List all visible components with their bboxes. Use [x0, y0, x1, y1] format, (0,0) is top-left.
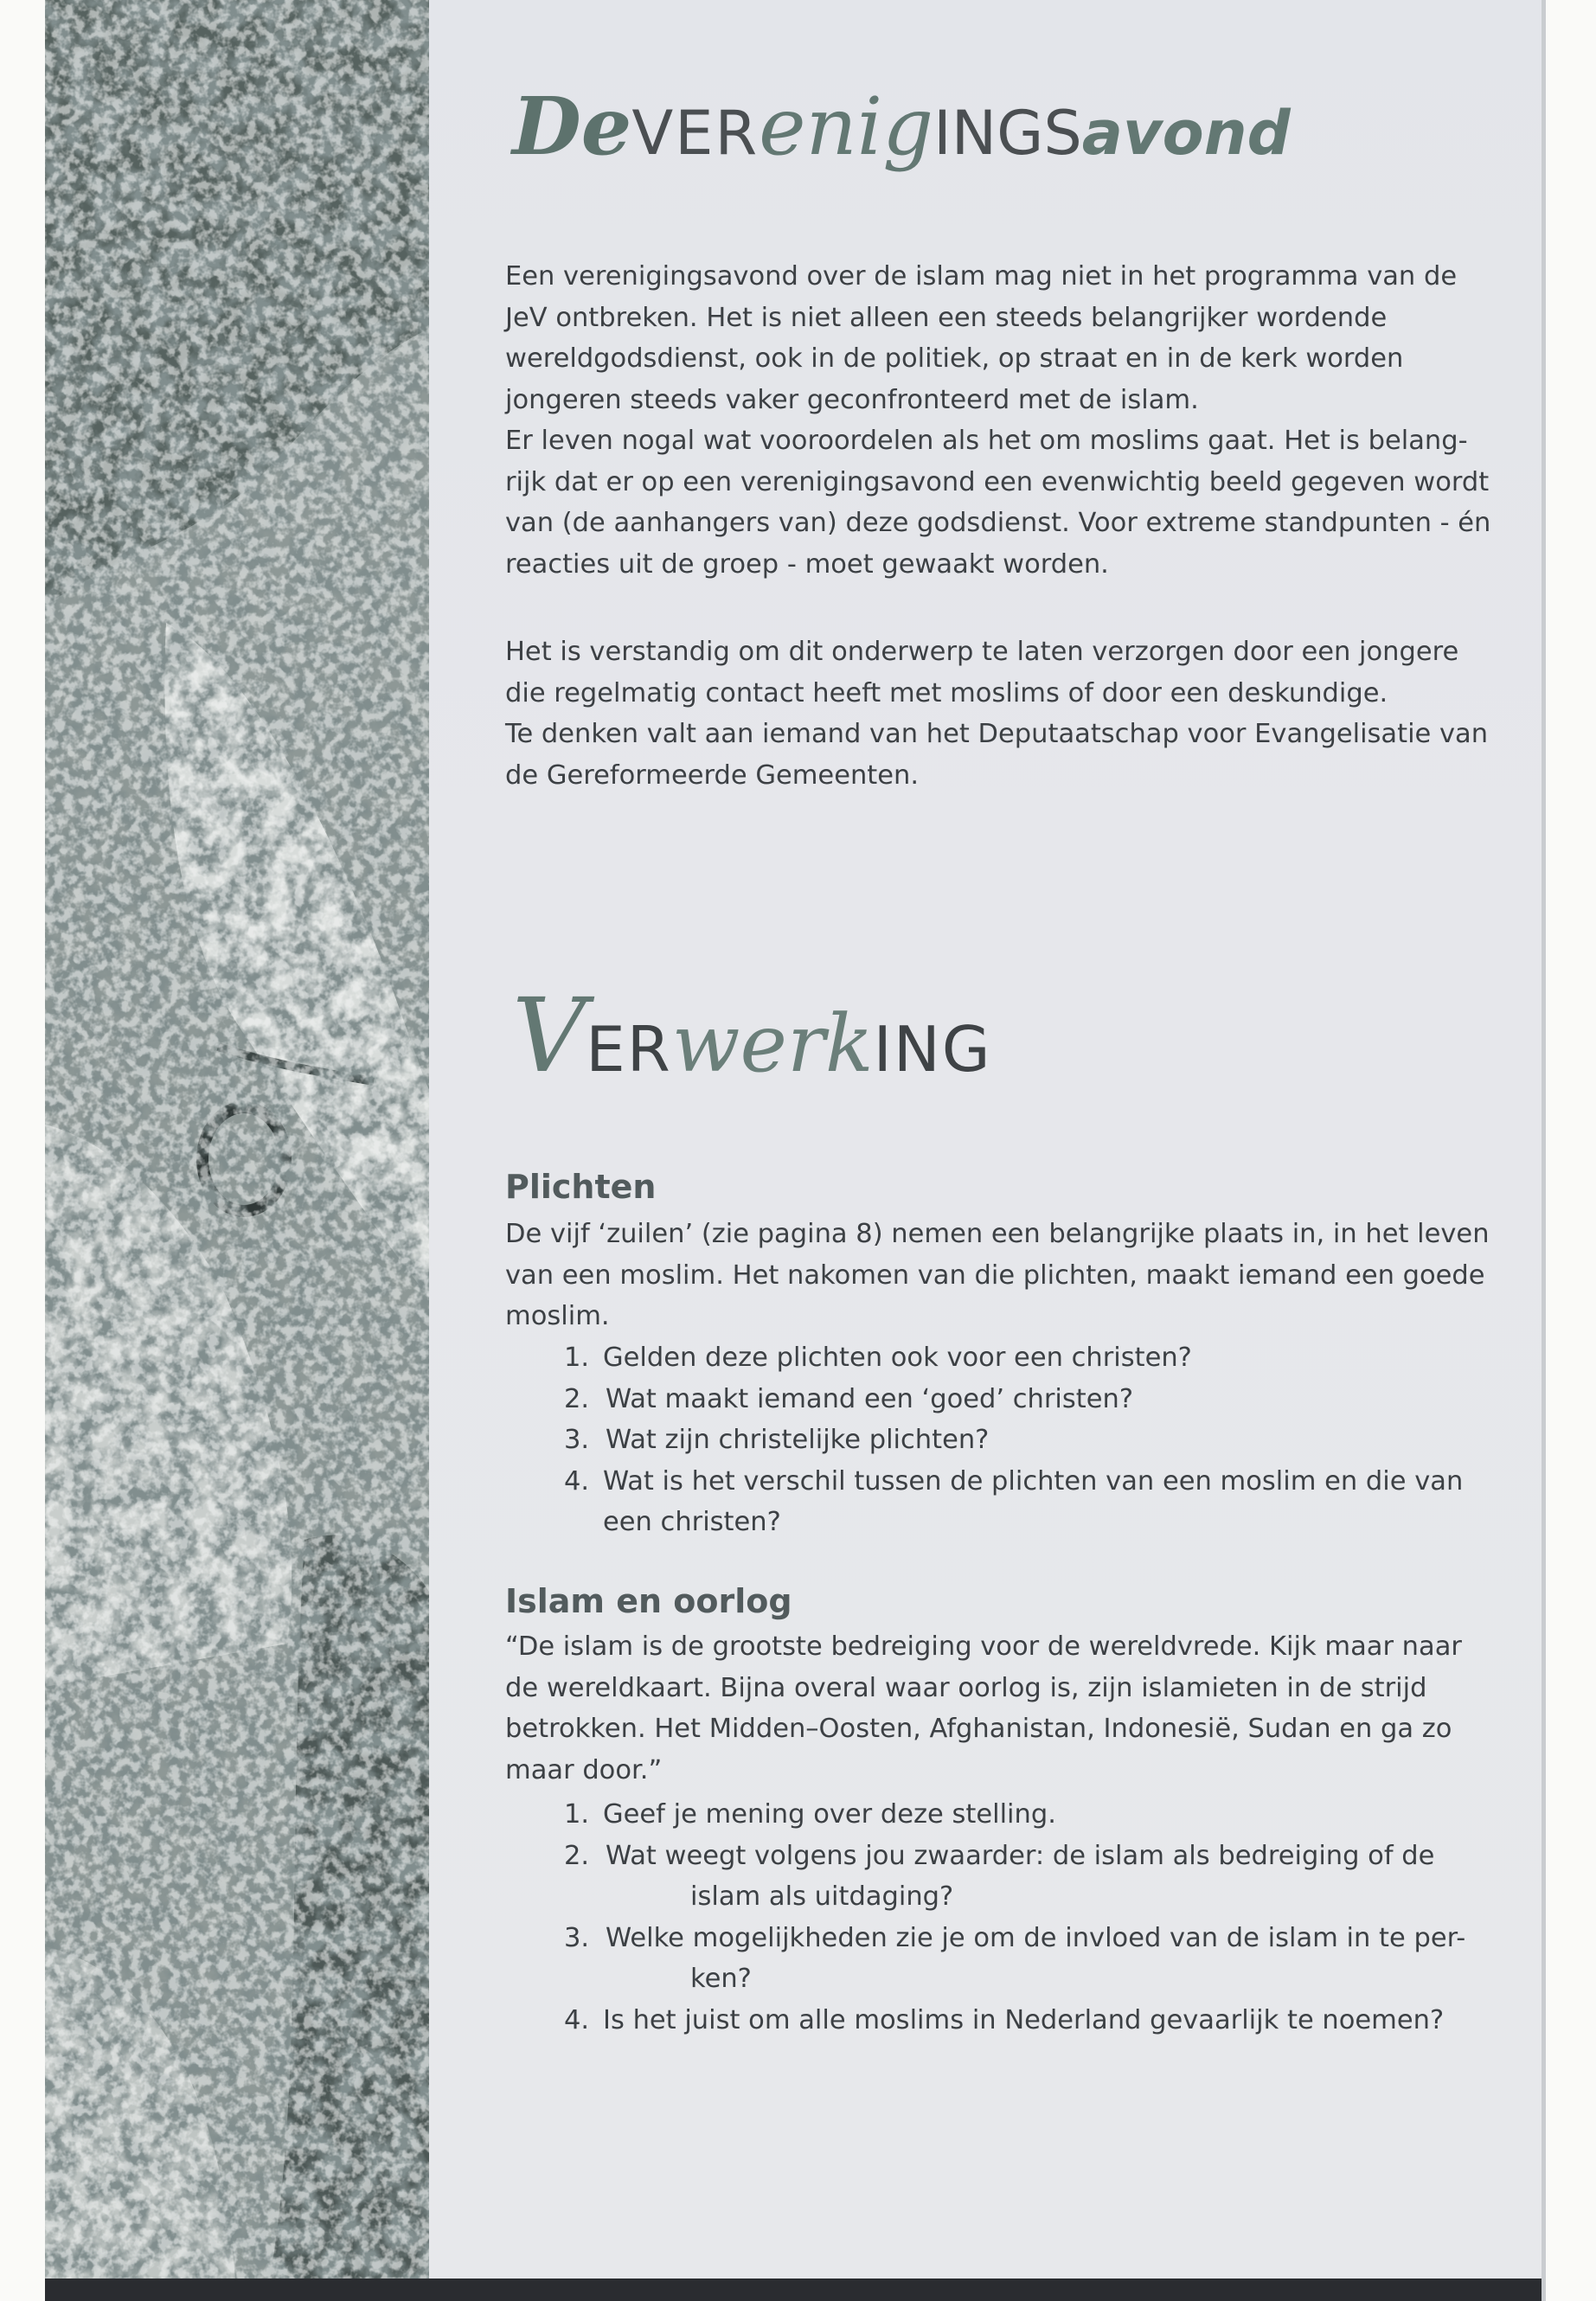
heading2-part-ing: ING: [873, 1013, 992, 1086]
question-line: ken?: [690, 1964, 752, 1994]
heading2-part-v: V: [512, 976, 586, 1095]
list-item: [0, 1794, 1465, 1836]
plichten-paragraph: [505, 1214, 1490, 1337]
plichten-line: De vijf ‘zuilen’ (zie pagina 8) nemen een belangrijke plaats in, in het leven: [505, 1219, 1490, 1249]
list-item: [0, 1337, 1463, 1379]
list-item: [0, 1836, 1465, 1918]
question-number: 1.: [564, 1343, 590, 1373]
question-number: 3.: [564, 1425, 590, 1455]
heading1-part-ings: INGS: [933, 98, 1082, 169]
plichten-line: van een moslim. Het nakomen van die plichten, maakt iemand een goede: [505, 1259, 1485, 1291]
question-line: Geef je mening over deze stelling.: [603, 1799, 1056, 1830]
advice-line: de Gereformeerde Gemeenten.: [505, 760, 920, 791]
question-text: [606, 1836, 1465, 1918]
question-number: 2.: [564, 1383, 590, 1414]
intro-line: rijk dat er op een verenigingsavond een evenwichtig beeld gegeven wordt: [505, 466, 1490, 497]
oorlog-line: “De islam is de grootste bedreiging voor de wereldvrede. Kijk maar naar: [505, 1631, 1462, 1662]
question-line: Gelden deze plichten ook voor een christen?: [603, 1343, 1192, 1373]
oorlog-line: betrokken. Het Midden–Oosten, Afghanistan, Indonesië, Sudan en ga zo: [505, 1714, 1452, 1744]
advice-line: die regelmatig contact heeft met moslims of door een deskundige.: [505, 677, 1388, 708]
question-number: 4.: [564, 1465, 590, 1497]
intro-line: van (de aanhangers van) deze godsdienst. Voor extreme standpunten - én: [505, 508, 1491, 538]
intro-line: wereldgodsdienst, ook in de politiek, op straat en in de kerk worden: [505, 343, 1404, 374]
heading1-part-de: De: [512, 80, 632, 173]
heading-verwerking: [512, 976, 992, 1095]
list-item: [0, 1918, 1465, 2000]
question-line: Wat zijn christelijke plichten?: [606, 1425, 990, 1455]
list-item: [0, 2000, 1465, 2041]
intro-line: reacties uit de groep - moet gewaakt worden.: [505, 548, 1109, 580]
intro-line: Een verenigingsavond over de islam mag niet in het programma van de: [505, 261, 1458, 292]
question-text: [603, 1337, 1463, 1379]
intro-line: JeV ontbreken. Het is niet alleen een steeds belangrijker wordende: [505, 302, 1388, 333]
oorlog-line: maar door.”: [505, 1754, 663, 1785]
heading1-part-enig: enig: [759, 80, 934, 173]
section-title-islam-en-oorlog: Islam en oorlog: [505, 1582, 792, 1620]
heading-verenigingsavond: [512, 80, 1291, 173]
question-number: 2.: [564, 1840, 590, 1871]
question-number: 4.: [564, 2004, 590, 2035]
question-text: [606, 1420, 1463, 1461]
plichten-question-list: [0, 1337, 1463, 1543]
question-line: islam als uitdaging?: [690, 1881, 954, 1912]
oorlog-question-list: [0, 1794, 1465, 2041]
advice-line: Te denken valt aan iemand van het Deputaatschap voor Evangelisatie van: [505, 719, 1489, 749]
advice-paragraph: [505, 631, 1489, 796]
question-line: Wat weegt volgens jou zwaarder: de islam als bedreiging of de: [606, 1840, 1435, 1871]
question-line: Welke mogelijkheden zie je om de invloed van de islam in te per-: [606, 1922, 1466, 1953]
list-item: [0, 1461, 1463, 1543]
section-title-plichten: Plichten: [505, 1168, 657, 1206]
intro-line: Er leven nogal wat vooroordelen als het om moslims gaat. Het is belang-: [505, 426, 1468, 456]
question-text: [603, 1794, 1465, 1836]
question-text: [606, 1379, 1463, 1420]
intro-line: jongeren steeds vaker geconfronteerd met de islam.: [505, 384, 1199, 415]
advice-line: Het is verstandig om dit onderwerp te laten verzorgen door een jongere: [505, 637, 1459, 667]
page-margin-right: [1546, 0, 1596, 2301]
plichten-line: moslim.: [505, 1301, 610, 1331]
question-number: 1.: [564, 1799, 590, 1830]
intro-paragraph: [505, 256, 1491, 585]
question-text: [603, 2000, 1465, 2041]
question-line: Is het juist om alle moslims in Nederland gevaarlijk te noemen?: [603, 2004, 1445, 2035]
heading1-part-avond: avond: [1081, 98, 1291, 169]
question-text: [606, 1918, 1465, 2000]
question-line: Wat is het verschil tussen de plichten van een moslim en die van: [603, 1465, 1464, 1497]
heading2-part-werk: werk: [671, 997, 874, 1090]
bottom-edge-strip: [45, 2279, 1542, 2301]
oorlog-paragraph: [505, 1626, 1470, 1791]
list-item: [0, 1420, 1463, 1461]
question-number: 3.: [564, 1922, 590, 1953]
question-line: Wat maakt iemand een ‘goed’ christen?: [606, 1383, 1134, 1414]
oorlog-line: de wereldkaart. Bijna overal waar oorlog is, zijn islamieten in de strijd: [505, 1672, 1427, 1703]
heading1-part-ver: VER: [631, 98, 760, 169]
heading2-part-er: ER: [586, 1013, 672, 1086]
question-line: een christen?: [603, 1507, 781, 1537]
list-item: [0, 1379, 1463, 1420]
question-text: [603, 1461, 1463, 1543]
